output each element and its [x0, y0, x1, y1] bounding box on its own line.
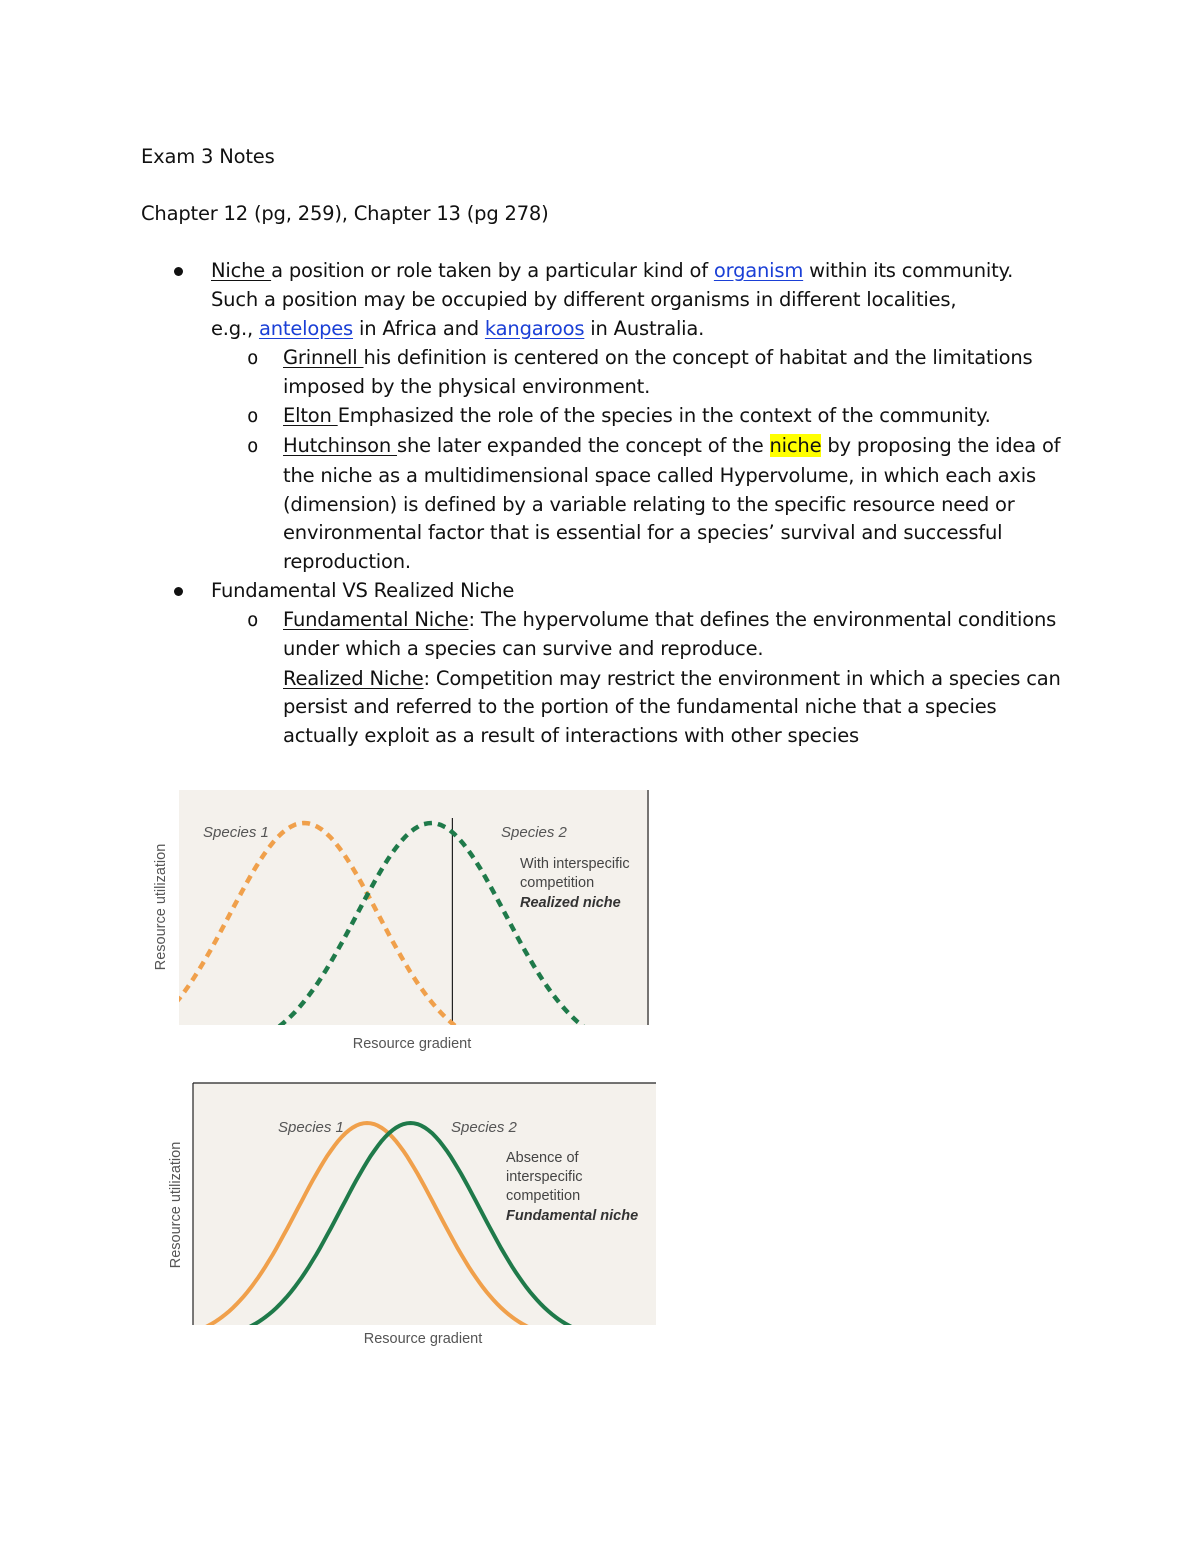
hutchinson-term: Hutchinson — [283, 434, 397, 457]
plot-background — [193, 1083, 656, 1325]
elton-line: Elton Emphasized the role of the species in the context of the community. — [283, 404, 991, 427]
realized-term: Realized Niche — [283, 667, 424, 690]
annotation-line-1: Absence of — [506, 1150, 579, 1166]
sub-bullet: o — [247, 435, 259, 457]
species-2-label: Species 2 — [451, 1119, 517, 1136]
antelopes-link[interactable]: antelopes — [258, 317, 354, 340]
species-2-label: Species 2 — [501, 824, 567, 841]
hutchinson-line-3: (dimension) is defined by a variable relating to the specific resource need or — [283, 493, 1015, 516]
grinnell-term: Grinnell — [283, 346, 364, 369]
fundamental-line-1: Fundamental Niche: The hypervolume that defines the environmental conditions — [283, 608, 1057, 631]
bullet-dot — [174, 267, 183, 276]
organism-link[interactable]: organism — [713, 259, 804, 282]
species-1-label: Species 1 — [278, 1119, 344, 1136]
niche-line-2: Such a position may be occupied by different organisms in different localities, — [211, 288, 957, 311]
realized-niche-chart — [145, 785, 665, 1055]
niche-term: Niche — [211, 259, 272, 282]
y-axis-label: Resource utilization — [168, 1141, 184, 1269]
kangaroos-link[interactable]: kangaroos — [484, 317, 585, 340]
chapters-line: Chapter 12 (pg, 259), Chapter 13 (pg 278) — [141, 202, 549, 225]
annotation-line-3: competition — [506, 1188, 581, 1204]
grinnell-line-2: imposed by the physical environment. — [283, 375, 651, 398]
realized-line-2: persist and referred to the portion of the fundamental niche that a species — [283, 695, 997, 718]
fundamental-niche-label: Fundamental niche — [506, 1208, 639, 1224]
realized-line-3: actually exploit as a result of interactions with other species — [283, 724, 859, 747]
annotation-line-1: With interspecific — [520, 856, 630, 872]
fundamental-line-2: under which a species can survive and reproduce. — [283, 637, 764, 660]
niche-line-3: e.g., antelopes in Africa and kangaroos in Australia. — [211, 317, 705, 340]
sub-bullet: o — [247, 405, 259, 427]
realized-line-1: Realized Niche: Competition may restrict the environment in which a species can — [283, 667, 1061, 690]
hutchinson-line-2: the niche as a multidimensional space called Hypervolume, in which each axis — [283, 464, 1036, 487]
annotation-line-2: interspecific — [506, 1169, 583, 1185]
fundamental-vs-realized: Fundamental VS Realized Niche — [211, 579, 515, 602]
hutchinson-line-5: reproduction. — [283, 550, 411, 573]
y-axis-label: Resource utilization — [153, 843, 169, 971]
x-axis-label: Resource gradient — [363, 1331, 483, 1347]
hutchinson-line-4: environmental factor that is essential for a species’ survival and successful — [283, 521, 1003, 544]
fundamental-niche-chart — [158, 1080, 668, 1347]
x-axis-label: Resource gradient — [352, 1036, 472, 1052]
sub-bullet: o — [247, 347, 259, 369]
hutchinson-line-1: Hutchinson she later expanded the concept of the niche by proposing the idea of — [283, 434, 1061, 457]
doc-title: Exam 3 Notes — [141, 145, 275, 168]
sub-bullet: o — [247, 609, 259, 631]
niche-highlight: niche — [769, 434, 822, 457]
annotation-line-2: competition — [520, 875, 595, 891]
niche-line-1: Niche a position or role taken by a particular kind of organism within its community. — [211, 259, 1014, 282]
fundamental-term: Fundamental Niche — [283, 608, 469, 631]
bullet-dot — [174, 587, 183, 596]
grinnell-line-1: Grinnell his definition is centered on the concept of habitat and the limitations — [283, 346, 1033, 369]
elton-term: Elton — [283, 404, 338, 427]
species-1-label: Species 1 — [203, 824, 269, 841]
realized-niche-label: Realized niche — [520, 895, 621, 911]
